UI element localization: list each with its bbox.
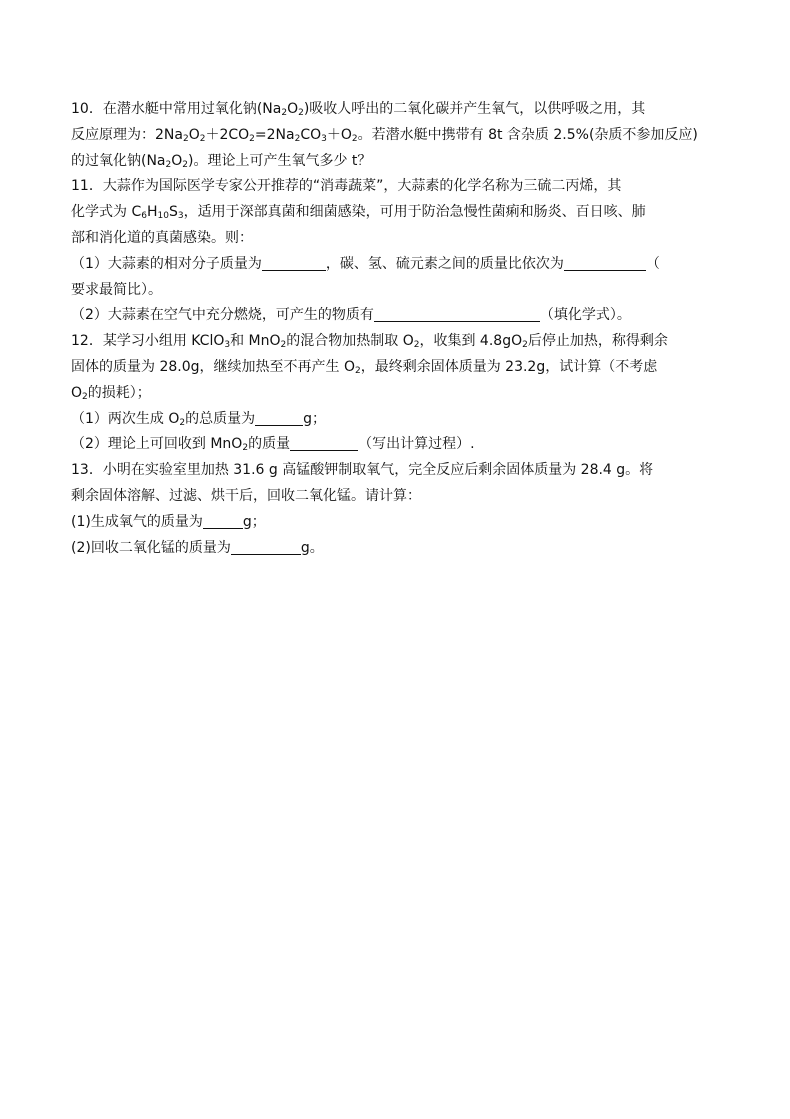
text: (2)回收二氧化锰的质量为 xyxy=(71,539,231,556)
answer-blank[interactable] xyxy=(231,540,301,555)
question-10 xyxy=(71,97,721,174)
text: ，收集到 4.8gO xyxy=(419,333,523,350)
answer-blank[interactable] xyxy=(290,436,358,451)
subscript: 3 xyxy=(177,211,184,222)
subscript: 3 xyxy=(321,133,327,144)
text: S xyxy=(168,204,178,221)
subscript: 2 xyxy=(281,108,288,118)
text: 的混合物加热制取 O xyxy=(286,333,414,350)
question-12-line-3 xyxy=(71,381,721,407)
text: 的损耗）； xyxy=(87,384,151,401)
text: 的总质量为 xyxy=(185,410,256,427)
text: （1）两次生成 O xyxy=(71,410,180,427)
text: 13．小明在实验室里加热 31.6 g 高锰酸钾制取氧气，完全反应后剩余固体质量为 28.4 g。将 xyxy=(71,462,654,479)
subscript: 2 xyxy=(82,391,88,402)
question-11-line-1 xyxy=(71,174,721,200)
subscript: 2 xyxy=(298,108,304,118)
text: g； xyxy=(242,513,266,530)
text: CO xyxy=(300,126,322,143)
text: 剩余固体溶解、过滤、烘干后，回收二氧化锰。请计算： xyxy=(71,487,421,504)
text: （1）大蒜素的相对分子质量为 xyxy=(71,255,262,272)
text: 10．在潜水艇中常用过氧化钠(Na xyxy=(71,101,282,117)
question-10-line-3 xyxy=(71,149,721,175)
question-13-part-1 xyxy=(71,510,721,536)
answer-blank[interactable] xyxy=(203,514,243,529)
document-content xyxy=(71,97,721,561)
question-11-line-3 xyxy=(71,226,721,252)
answer-blank[interactable] xyxy=(374,307,540,322)
answer-blank[interactable] xyxy=(262,256,326,271)
subscript: 3 xyxy=(224,340,231,351)
subscript: 2 xyxy=(351,133,358,144)
text: (1)生成氧气的质量为 xyxy=(71,513,203,530)
question-10-line-2 xyxy=(71,123,721,149)
question-12-part-1 xyxy=(71,407,721,433)
text: ＋O xyxy=(326,126,352,143)
answer-blank[interactable] xyxy=(255,411,303,426)
text: g。 xyxy=(300,539,324,556)
text: ，适用于深部真菌和细菌感染，可用于防治急慢性菌痢和肠炎、百日咳、肺 xyxy=(183,204,646,221)
text: ＋2CO xyxy=(205,126,250,143)
question-13-part-2 xyxy=(71,536,721,562)
text: （ xyxy=(645,255,660,272)
question-12-part-2 xyxy=(71,432,721,458)
text: 部和消化道的真菌感染。则： xyxy=(71,229,253,246)
text: 化学式为 C xyxy=(71,204,142,221)
subscript: 2 xyxy=(182,133,189,144)
answer-blank[interactable] xyxy=(564,256,646,271)
text: 要求最简比）。 xyxy=(71,281,162,298)
question-12 xyxy=(71,329,721,458)
question-11-part-1-cont xyxy=(71,278,721,304)
subscript: 10 xyxy=(157,211,169,222)
text: 11．大蒜作为国际医学专家公开推荐的“消毒蔬菜”，大蒜素的化学名称为三硫二丙烯，其 xyxy=(71,178,622,195)
subscript: 2 xyxy=(182,159,189,170)
text: （2）大蒜素在空气中充分燃烧，可产生的物质有 xyxy=(71,307,374,324)
text: 和 MnO xyxy=(230,333,281,350)
question-11-part-1 xyxy=(71,252,721,278)
question-10-line-1 xyxy=(71,97,721,123)
question-12-line-2 xyxy=(71,355,721,381)
question-13-line-1 xyxy=(71,458,721,484)
text: O xyxy=(171,152,183,169)
text: ，碳、氢、硫元素之间的质量比依次为 xyxy=(325,255,564,272)
question-11-line-2 xyxy=(71,200,721,226)
text: )吸收人呼出的二氧化碳并产生氧气，以供呼吸之用，其 xyxy=(303,101,646,117)
subscript: 2 xyxy=(179,417,186,428)
text: 12．某学习小组用 KClO xyxy=(71,333,225,350)
subscript: 2 xyxy=(199,133,206,144)
subscript: 2 xyxy=(413,340,420,351)
question-12-line-1 xyxy=(71,329,721,355)
question-11-part-2 xyxy=(71,303,721,329)
subscript: 2 xyxy=(354,365,361,376)
text: g； xyxy=(303,410,327,427)
text: ，最终剩余固体质量为 23.2g，试计算（不考虑 xyxy=(360,358,658,375)
text: （2）理论上可回收到 MnO xyxy=(71,436,243,453)
text: 的质量 xyxy=(248,436,291,453)
text: 的过氧化钠(Na xyxy=(71,152,166,169)
text: H xyxy=(146,204,158,221)
subscript: 2 xyxy=(280,340,287,351)
text: O xyxy=(287,101,299,117)
text: O xyxy=(71,384,83,401)
question-13 xyxy=(71,458,721,561)
text: )。理论上可产生氧气多少 t？ xyxy=(188,152,372,169)
subscript: 2 xyxy=(249,133,255,144)
question-13-line-2 xyxy=(71,484,721,510)
text: 。若潜水艇中携带有 8t 含杂质 2.5%(杂质不参加反应) xyxy=(357,126,698,143)
question-11 xyxy=(71,174,721,329)
subscript: 6 xyxy=(141,211,147,222)
text: （写出计算过程）. xyxy=(358,436,475,453)
text: O xyxy=(188,126,200,143)
subscript: 2 xyxy=(242,443,249,454)
subscript: 2 xyxy=(522,340,528,351)
text: （填化学式）。 xyxy=(539,307,631,324)
subscript: 2 xyxy=(165,159,172,170)
text: 后停止加热，称得剩余 xyxy=(527,333,668,350)
subscript: 2 xyxy=(294,133,301,144)
text: 反应原理为：2Na xyxy=(71,126,183,143)
text: =2Na xyxy=(254,126,295,143)
text: 固体的质量为 28.0g，继续加热至不再产生 O xyxy=(71,358,355,375)
